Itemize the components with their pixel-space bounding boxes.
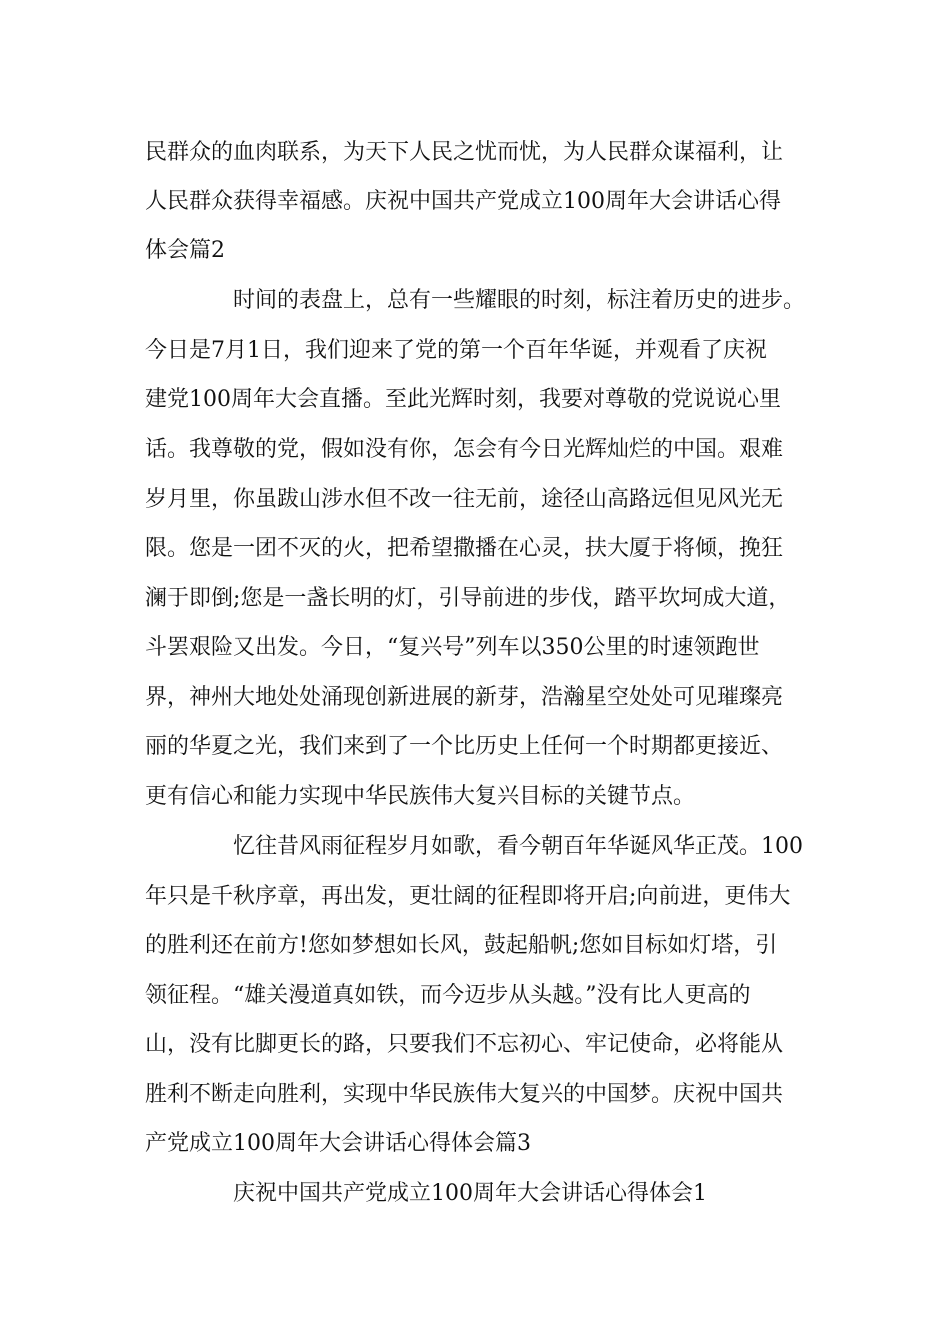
text-line: 话。我尊敬的党，假如没有你，怎会有今日光辉灿烂的中国。艰难 [145, 437, 784, 462]
text-line: 澜于即倒;您是一盏长明的灯，引导前进的步伐，踏平坎坷成大道， [145, 586, 791, 611]
text-line: 今日是7月1日，我们迎来了党的第一个百年华诞，并观看了庆祝 [145, 338, 767, 363]
text-line: 民群众的血肉联系，为天下人民之忧而忧，为人民群众谋福利，让 [145, 140, 784, 165]
text-line: 领征程。“雄关漫道真如铁，而今迈步从头越。”没有比人更高的 [145, 983, 751, 1008]
text-line: 山，没有比脚更长的路，只要我们不忘初心、牢记使命，必将能从 [145, 1032, 784, 1057]
text-line: 丽的华夏之光，我们来到了一个比历史上任何一个时期都更接近、 [145, 734, 784, 759]
text-line: 限。您是一团不灭的火，把希望撒播在心灵，扶大厦于将倾，挽狂 [145, 536, 784, 561]
text-line: 更有信心和能力实现中华民族伟大复兴目标的关键节点。 [145, 784, 696, 809]
text-line: 界，神州大地处处涌现创新进展的新芽，浩瀚星空处处可见璀璨亮 [145, 685, 784, 710]
text-line: 胜利不断走向胜利，实现中华民族伟大复兴的中国梦。庆祝中国共 [145, 1082, 784, 1107]
text-line: 斗罢艰险又出发。今日，“复兴号”列车以350公里的时速领跑世 [145, 635, 760, 660]
text-line: 产党成立100周年大会讲话心得体会篇3 [145, 1131, 531, 1156]
text-line: 体会篇2 [145, 238, 225, 263]
paragraph-start-line: 时间的表盘上，总有一些耀眼的时刻，标注着历史的进步。 [233, 288, 806, 313]
text-line: 的胜利还在前方!您如梦想如长风，鼓起船帆;您如目标如灯塔，引 [145, 933, 778, 958]
text-line: 岁月里，你虽跋山涉水但不改一往无前，途径山高路远但见风光无 [145, 487, 784, 512]
text-line: 人民群众获得幸福感。庆祝中国共产党成立100周年大会讲话心得 [145, 189, 781, 214]
paragraph-start-line: 忆往昔风雨征程岁月如歌，看今朝百年华诞风华正茂。100 [233, 834, 803, 859]
text-line: 年只是千秋序章，再出发，更壮阔的征程即将开启;向前进，更伟大 [145, 884, 791, 909]
section-title: 庆祝中国共产党成立100周年大会讲话心得体会1 [233, 1181, 707, 1206]
text-line: 建党100周年大会直播。至此光辉时刻，我要对尊敬的党说说心里 [145, 387, 781, 412]
